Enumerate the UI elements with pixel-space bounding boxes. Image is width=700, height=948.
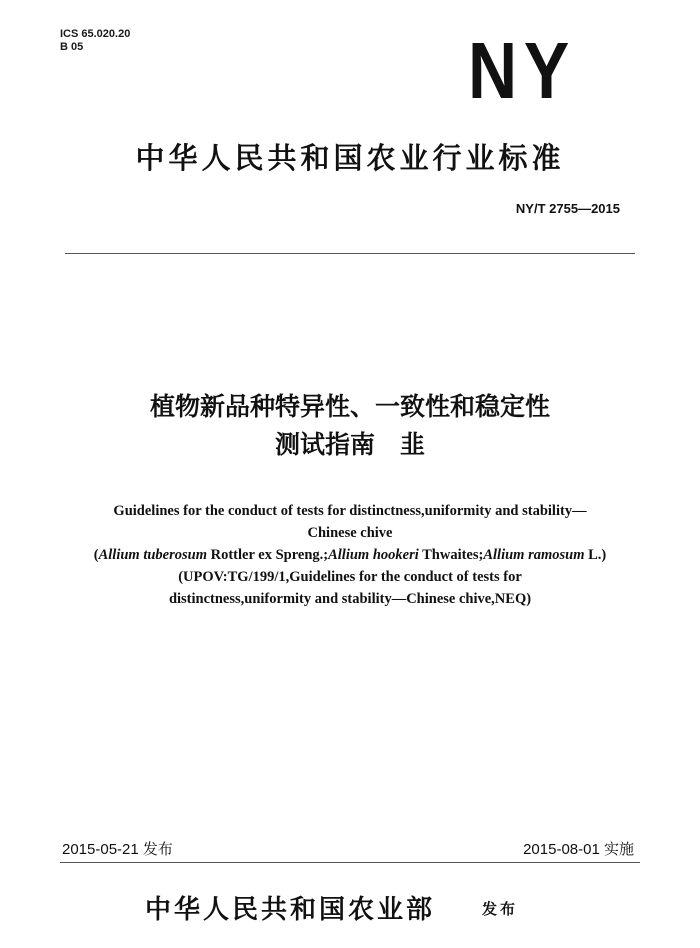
classification-codes: [60, 28, 130, 54]
upov-line2: distinctness,uniformity and stability—Chinese chive,NEQ): [168, 591, 532, 607]
header-divider: [65, 253, 635, 254]
org-title: 中华人民共和国农业行业标准: [135, 141, 565, 175]
issuer-suffix: 发布: [482, 900, 519, 918]
ny-logo: NY: [468, 26, 577, 115]
chinese-title-line2: 测试指南 韭: [274, 430, 425, 459]
upov-line1: (UPOV:TG/199/1,Guidelines for the conduct of tests for: [178, 569, 522, 585]
ccs-code: B 05: [60, 41, 84, 53]
chinese-title: [40, 388, 660, 464]
english-title-line1: Guidelines for the conduct of tests for distinctness,uniformity and stability—: [113, 503, 587, 519]
standard-number: NY/T 2755—2015: [515, 201, 620, 216]
implement-date: 2015-08-01 实施: [523, 841, 634, 858]
chinese-title-line1: 植物新品种特异性、一致性和稳定性: [149, 392, 550, 421]
ics-code: ICS 65.020.20: [60, 28, 131, 40]
english-title-line2: Chinese chive: [307, 525, 393, 541]
issue-date: 2015-05-21 发布: [62, 841, 173, 858]
footer-divider: [60, 862, 640, 863]
species-line: (Allium tuberosum Rottler ex Spreng.;Allium hookeri Thwaites;Allium ramosum L.): [93, 547, 607, 563]
english-title: [30, 500, 670, 610]
species-1: Allium tuberosum: [98, 547, 207, 563]
issuer: 中华人民共和国农业部: [145, 895, 436, 925]
species-3: Allium ramosum: [483, 547, 585, 563]
species-2: Allium hookeri: [328, 547, 419, 563]
